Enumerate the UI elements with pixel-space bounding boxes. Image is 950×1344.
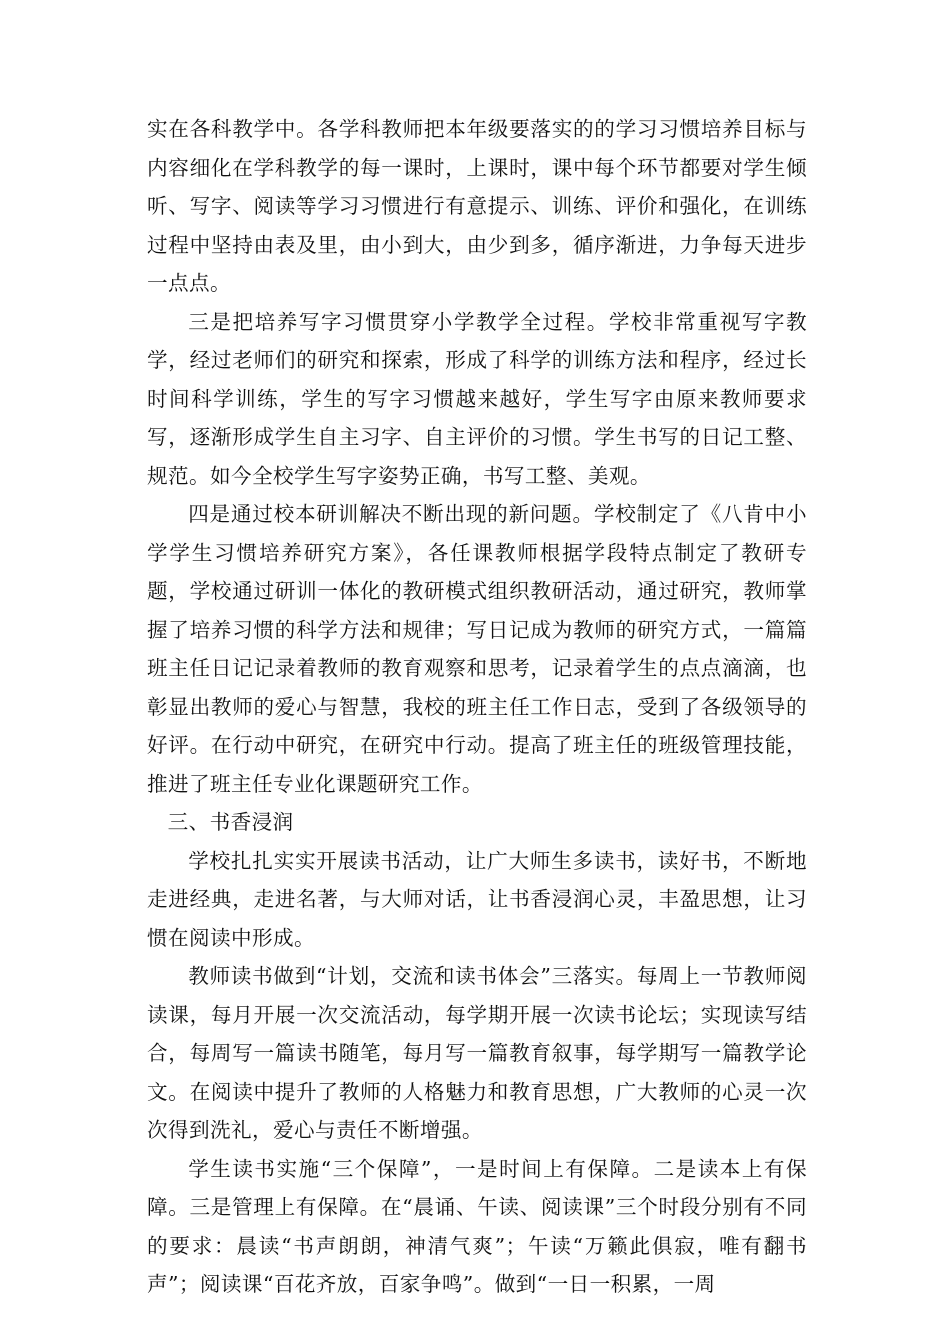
paragraph-writing-habits: 三是把培养写字习惯贯穿小学教学全过程。学校非常重视写字教学，经过老师们的研究和探索，形成了科学的训练方法和程序，经过长时间科学训练，学生的写字习惯越来越好，学生写字由原来教师要求写，逐渐形成学生自主习字、自主评价的习惯。学生书写的日记工整、规范。如今全校学生写字姿势正确，书写工整、美观。 [147, 309, 807, 488]
section-heading: 三、书香浸润 [167, 810, 294, 834]
paragraph-continuation: 实在各科教学中。各学科教师把本年级要落实的的学习习惯培养目标与内容细化在学科教学的每一课时，上课时，课中每个环节都要对学生倾听、写字、阅读等学习习惯进行有意提示、训练、评价和强化，在训练过程中坚持由表及里，由小到大，由少到多，循序渐进，力争每天进步一点点。 [147, 117, 807, 295]
paragraph-reading-activities: 学校扎扎实实开展读书活动，让广大师生多读书，读好书，不断地走进经典，走进名著，与大师对话，让书香浸润心灵，丰盈思想，让习惯在阅读中形成。 [147, 848, 807, 950]
paragraph-school-research: 四是通过校本研训解决不断出现的新问题。学校制定了《八肯中小学学生习惯培养研究方案》，各任课教师根据学段特点制定了教研专题，学校通过研训一体化的教研模式组织教研活动，通过研究，教师掌握了培养习惯的科学方法和规律；写日记成为教师的研究方式，一篇篇班主任日记记录着教师的教育观察和思考，记录着学生的点点滴滴，也彰显出教师的爱心与智慧，我校的班主任工作日志，受到了各级领导的好评。在行动中研究，在研究中行动。提高了班主任的班级管理技能，推进了班主任专业化课题研究工作。 [147, 502, 807, 796]
document-body [147, 110, 807, 1304]
paragraph-student-reading: 学生读书实施“三个保障”，一是时间上有保障。二是读本上有保障。三是管理上有保障。在“晨诵、午读、阅读课”三个时段分别有不同的要求：晨读“书声朗朗，神清气爽”；午读“万籁此俱寂，唯有翻书声”；阅读课“百花齐放，百家争鸣”。做到“一日一积累，一周 [147, 1156, 807, 1296]
paragraph-teacher-reading: 教师读书做到“计划，交流和读书体会”三落实。每周上一节教师阅读课，每月开展一次交流活动，每学期开展一次读书论坛；实现读写结合，每周写一篇读书随笔，每月写一篇教育叙事，每学期写一篇教学论文。在阅读中提升了教师的人格魅力和教育思想，广大教师的心灵一次次得到洗礼，爱心与责任不断增强。 [147, 964, 807, 1142]
